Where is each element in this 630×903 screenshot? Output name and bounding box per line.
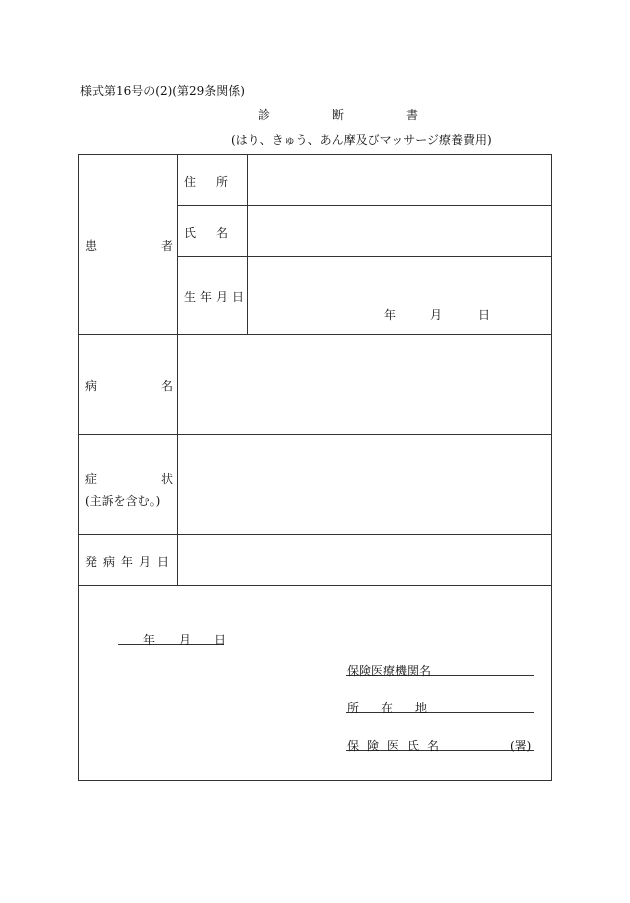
footer-date-month: 月 — [179, 633, 192, 647]
disease-label: 病名 — [85, 379, 238, 393]
institution-label: 保険医療機関名 — [347, 664, 432, 678]
name-label: 氏名 — [184, 226, 249, 240]
footer-date-underline — [118, 630, 224, 645]
patient-label-text: 患者 — [85, 239, 238, 253]
title-char-1: 診 — [258, 108, 271, 122]
location-label: 所在地 — [347, 701, 450, 715]
birthdate-month: 月 — [430, 308, 443, 322]
doctor-name-label: 保険医氏名 — [347, 739, 448, 753]
onset-date-label: 発病年月日 — [85, 555, 176, 569]
form-number-label: 様式第16号の(2)(第29条関係) — [80, 84, 245, 98]
seal-label: (署) — [510, 739, 532, 753]
patient-label — [85, 237, 238, 254]
footer-date-year: 年 — [143, 633, 156, 647]
document-title — [258, 106, 480, 123]
birthdate-day: 日 — [478, 308, 491, 322]
symptoms-sublabel: (主訴を含む。) — [85, 494, 161, 508]
document-subtitle: (はり、きゅう、あん摩及びマッサージ療養費用) — [231, 133, 492, 147]
title-char-3: 書 — [406, 108, 419, 122]
birthdate-year: 年 — [384, 308, 397, 322]
title-char-2: 断 — [332, 108, 345, 122]
footer-date-day: 日 — [214, 633, 227, 647]
address-label: 住所 — [184, 175, 249, 189]
symptoms-label: 症状 — [85, 472, 238, 486]
birthdate-label: 生年月日 — [184, 290, 249, 304]
